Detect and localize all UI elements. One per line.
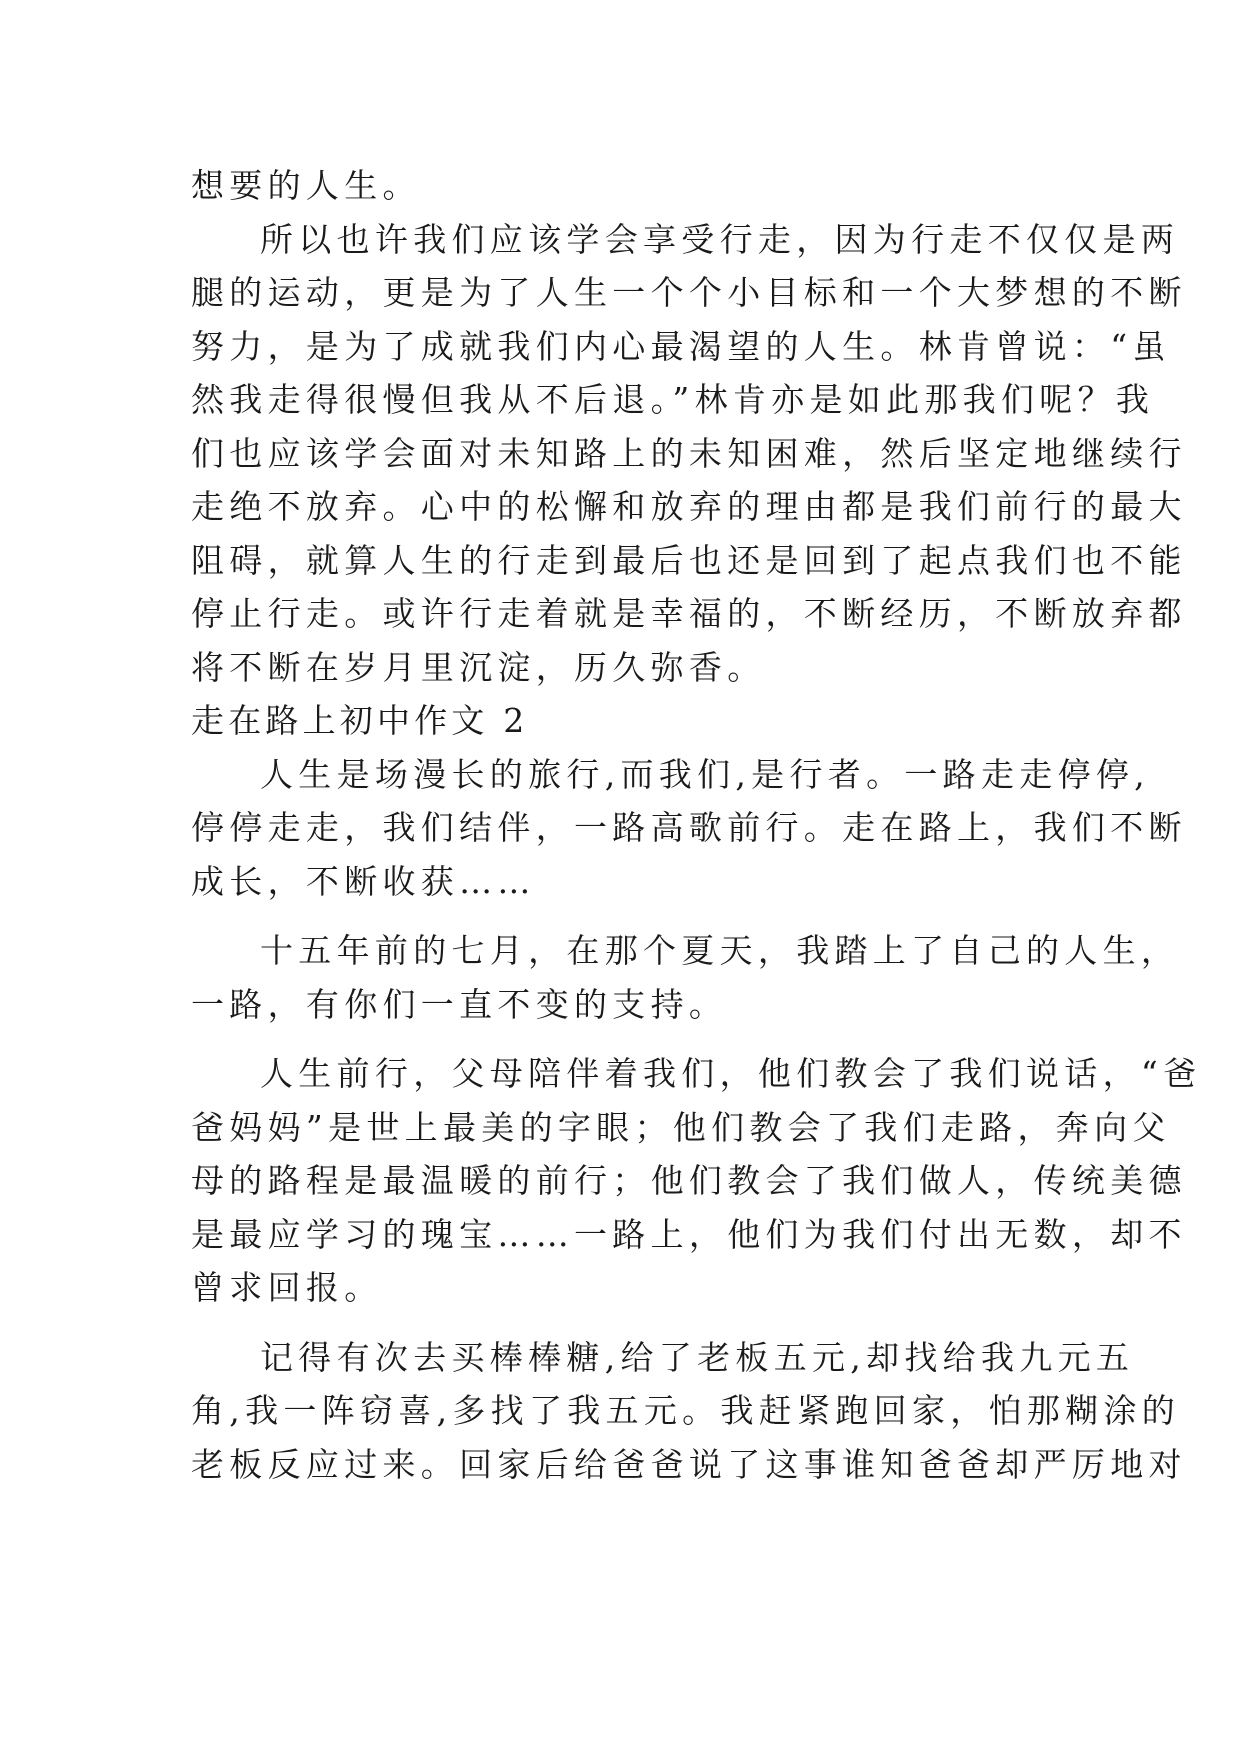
text-line: 们也应该学会面对未知路上的未知困难，然后坚定地继续行 — [191, 433, 1187, 473]
text-line: 腿的运动，更是为了人生一个个小目标和一个大梦想的不断 — [191, 273, 1187, 312]
text-line: 一路，有你们一直不变的支持。 — [191, 984, 728, 1024]
text-line: 爸妈妈”是世上最美的字眼；他们教会了我们走路，奔向父 — [191, 1107, 1171, 1147]
paragraph-first-line: 记得有次去买棒棒糖,给了老板五元,却找给我九元五 — [260, 1337, 1135, 1377]
text-line: 是最应学习的瑰宝……一路上，他们为我们付出无数，却不 — [191, 1214, 1187, 1254]
text-line: 成长，不断收获…… — [191, 861, 536, 901]
text-line: 走绝不放弃。心中的松懈和放弃的理由都是我们前行的最大 — [191, 487, 1187, 526]
paragraph-first-line: 人生前行，父母陪伴着我们，他们教会了我们说话，“爸 — [260, 1054, 1202, 1093]
text-line: 角,我一阵窃喜,多找了我五元。我赶紧跑回家，怕那糊涂的 — [191, 1391, 1181, 1430]
text-line: 曾求回报。 — [191, 1268, 383, 1307]
text-line: 阻碍，就算人生的行走到最后也还是回到了起点我们也不能 — [191, 540, 1187, 580]
text-line: 想要的人生。 — [191, 166, 421, 205]
text-line: 老板反应过来。回家后给爸爸说了这事谁知爸爸却严厉地对 — [191, 1444, 1187, 1484]
paragraph-first-line: 所以也许我们应该学会享受行走，因为行走不仅仅是两 — [260, 219, 1180, 259]
section-heading: 走在路上初中作文 2 — [191, 701, 529, 740]
paragraph-first-line: 十五年前的七月，在那个夏天，我踏上了自己的人生， — [260, 931, 1180, 970]
text-line: 然我走得很慢但我从不后退。”林肯亦是如此那我们呢？我 — [191, 380, 1155, 419]
text-line: 将不断在岁月里沉淀，历久弥香。 — [191, 647, 766, 687]
text-line: 母的路程是最温暖的前行；他们教会了我们做人，传统美德 — [191, 1161, 1187, 1200]
document-body — [191, 159, 1202, 1491]
text-line: 停停走走，我们结伴，一路高歌前行。走在路上，我们不断 — [191, 808, 1187, 847]
text-line: 停止行走。或许行走着就是幸福的，不断经历，不断放弃都 — [191, 594, 1187, 633]
paragraph-first-line: 人生是场漫长的旅行,而我们,是行者。一路走走停停, — [260, 754, 1150, 794]
text-line: 努力，是为了成就我们内心最渴望的人生。林肯曾说：“虽 — [191, 326, 1171, 366]
